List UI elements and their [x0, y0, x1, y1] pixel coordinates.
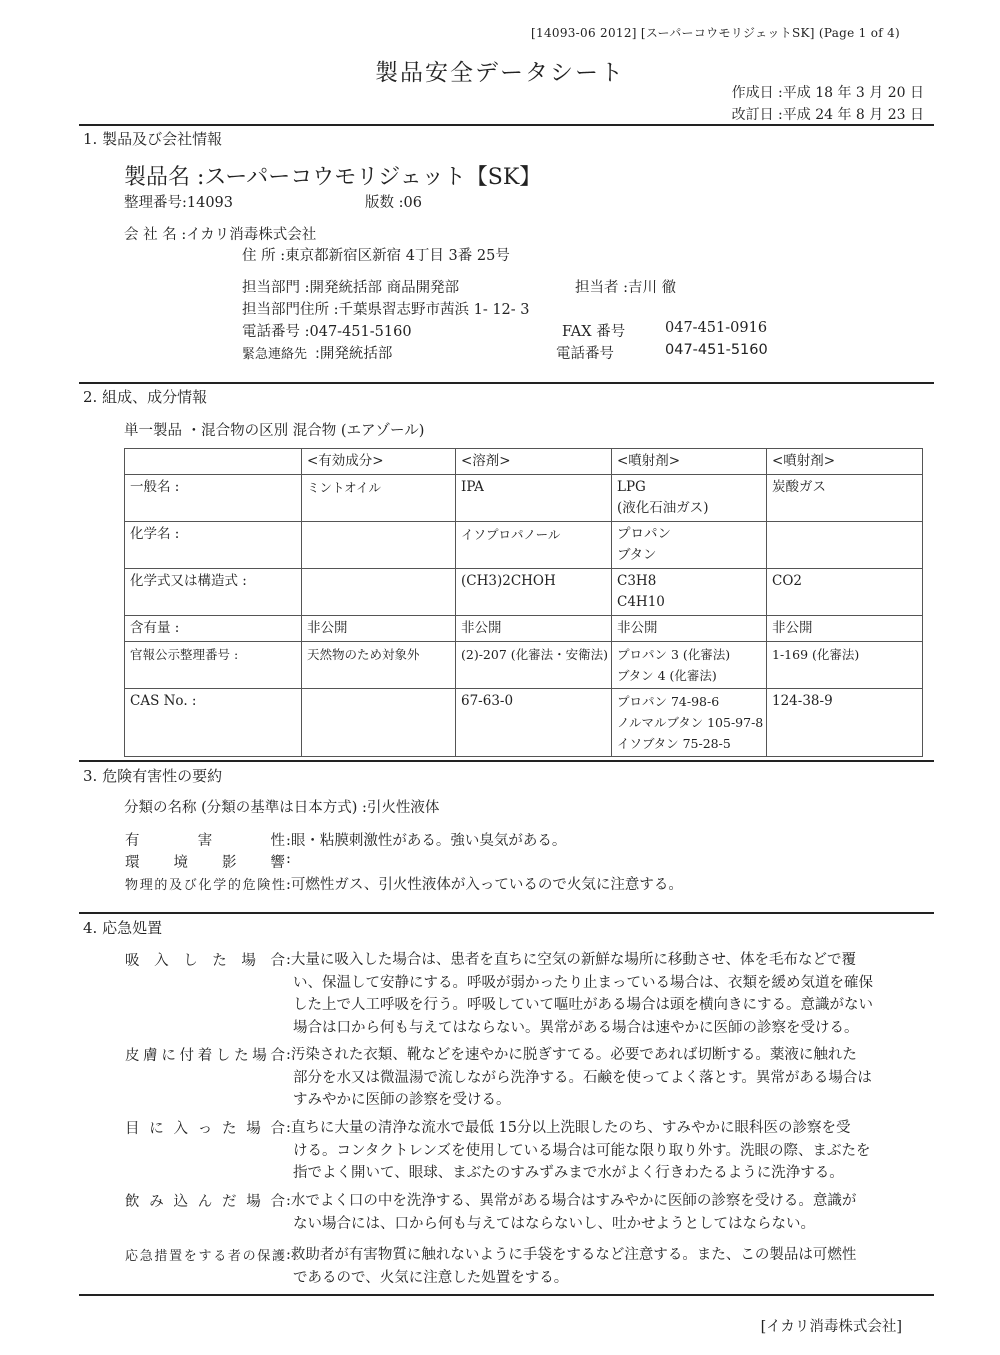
first-aid-ingestion-label: 飲み込んだ場合: [125, 1194, 285, 1210]
department-address: 担当部門住所 :千葉県習志野市茜浜 1- 12- 3: [242, 302, 530, 318]
row-label: 一般名 :: [125, 475, 302, 522]
section-divider: [79, 382, 934, 384]
table-cell: 67-63-0: [456, 689, 612, 757]
emergency-phone-label: 電話番号: [556, 346, 614, 362]
table-cell: ミントオイル: [302, 475, 456, 522]
text-line: :直ちに大量の清浄な流水で最低 15分以上洗眼したのち、すみやかに眼科医の診察を受: [286, 1120, 851, 1136]
table-cell: [302, 689, 456, 757]
text-line: すみやかに医師の診察を受ける。: [293, 1092, 511, 1108]
first-aid-inhalation-label: 吸入した場合: [125, 953, 285, 969]
table-cell: [612, 522, 767, 569]
table-row: [125, 569, 923, 616]
cell-line: ブタン 4 (化審法): [617, 668, 717, 683]
table-cell: [612, 475, 767, 522]
table-cell: 天然物のため対象外: [302, 642, 456, 689]
text-line: した上で人工呼吸を行う。呼吸していて嘔吐がある場合は頭を横向きにする。意識がない: [293, 997, 873, 1013]
table-row: [125, 475, 923, 522]
text-line: :汚染された衣類、靴などを速やかに脱ぎすてる。必要であれば切断する。薬液に触れた: [286, 1047, 857, 1063]
section1-heading: 1. 製品及び会社情報: [83, 130, 223, 148]
reference-number: 整理番号:14093: [124, 195, 234, 211]
table-cell: [612, 569, 767, 616]
physical-hazard-text: :可燃性ガス、引火性液体が入っているので火気に注意する。: [286, 877, 683, 893]
cell-line: ノルマルブタン 105-97-8: [617, 715, 764, 730]
cell-line: プロパン 74-98-6: [617, 694, 720, 709]
row-label: CAS No. :: [125, 689, 302, 757]
first-aid-rescuer-text: [286, 1244, 856, 1289]
version-number: 版数 :06: [365, 195, 422, 211]
section-divider: [79, 124, 934, 126]
text-line: い、保温して安静にする。呼吸が弱かったり止まっている場合は、衣類を緩め気道を確保: [293, 974, 873, 991]
table-cell: [302, 522, 456, 569]
document-reference: [14093-06 2012] [スーパーコウモリジェットSK] (Page 1 of 4): [531, 26, 900, 40]
cell-line: C4H10: [617, 594, 665, 610]
text-line: 場合は口から何も与えてはならない。異常がある場合は速やかに医師の診察を受ける。: [293, 1019, 859, 1036]
table-header-cell: <噴射剤>: [767, 449, 923, 475]
product-name: 製品名 :スーパーコウモリジェット【SK】: [124, 165, 542, 190]
text-line: :水でよく口の中を洗浄する、異常がある場合はすみやかに医師の診察を受ける。意識が: [286, 1193, 857, 1209]
first-aid-ingestion-text: [286, 1190, 856, 1235]
row-label: 官報公示整理番号 :: [125, 642, 302, 689]
table-cell: 非公開: [456, 616, 612, 642]
hazard-classification: 分類の名称 (分類の基準は日本方式) :引火性液体: [124, 800, 440, 816]
table-cell: 非公開: [612, 616, 767, 642]
section-divider: [79, 912, 934, 914]
text-line: ける。コンタクトレンズを使用している場合は可能な限り取り外す。洗眼の際、まぶたを: [293, 1142, 871, 1159]
emergency-department: :開発統括部: [315, 346, 393, 362]
hazard-label: 有害性: [125, 833, 285, 849]
text-line: :大量に吸入した場合は、患者を直ちに空気の新鮮な場所に移動させ、体を毛布などで覆: [286, 952, 856, 968]
cell-line: イソブタン 75-28-5: [617, 736, 731, 751]
row-label: 含有量 :: [125, 616, 302, 642]
text-line: :救助者が有害物質に触れないように手袋をするなど注意する。また、この製品は可燃性: [286, 1247, 857, 1263]
table-row: [125, 616, 923, 642]
environment-label: 環境影響: [125, 855, 285, 871]
table-cell: [612, 642, 767, 689]
department: 担当部門 :開発統括部 商品開発部: [242, 280, 460, 296]
table-header-cell: [125, 449, 302, 475]
table-cell: CO2: [767, 569, 923, 616]
table-row: [125, 642, 923, 689]
emergency-phone: 047-451-5160: [665, 342, 768, 358]
emergency-label: 緊急連絡先: [242, 347, 308, 362]
fax-number: 047-451-0916: [665, 320, 768, 336]
table-cell: [767, 522, 923, 569]
table-cell: イソプロパノール: [456, 522, 612, 569]
table-header-cell: <溶剤>: [456, 449, 612, 475]
table-header-cell: <噴射剤>: [612, 449, 767, 475]
company-name: 会 社 名 :イカリ消毒株式会社: [124, 227, 317, 243]
section4-heading: 4. 応急処置: [83, 919, 163, 937]
footer-company: [イカリ消毒株式会社]: [760, 1319, 902, 1335]
table-header-cell: <有効成分>: [302, 449, 456, 475]
cell-line: プロパン 3 (化審法): [617, 647, 731, 662]
table-cell: 非公開: [302, 616, 456, 642]
contact-person: 担当者 :吉川 徹: [575, 280, 677, 296]
cell-line: LPG: [617, 479, 646, 495]
section-divider: [79, 760, 934, 762]
first-aid-skin-text: [286, 1044, 872, 1112]
phone-number: 電話番号 :047-451-5160: [242, 324, 412, 340]
environment-text: :: [286, 851, 291, 867]
table-cell: (CH3)2CHOH: [456, 569, 612, 616]
revised-date: 改訂日 :平成 24 年 8 月 23 日: [731, 107, 924, 123]
cell-line: C3H8: [617, 573, 657, 589]
table-header-row: [125, 449, 923, 475]
table-row: [125, 689, 923, 757]
text-line: 部分を水又は微温湯で流しながら洗浄する。石鹸を使ってよく落とす。異常がある場合は: [293, 1069, 872, 1086]
text-line: であるので、火気に注意した処置をする。: [293, 1269, 569, 1286]
first-aid-inhalation-text: [286, 949, 873, 1039]
text-line: ない場合には、口から何も与えてはならないし、吐かせようとしてはならない。: [293, 1215, 815, 1232]
cell-line: (液化石油ガス): [617, 500, 709, 516]
physical-hazard-label: 物理的及び化学的危険性: [125, 878, 285, 893]
first-aid-eye-text: [286, 1117, 870, 1185]
table-cell: [302, 569, 456, 616]
table-cell: 炭酸ガス: [767, 475, 923, 522]
table-cell: 1-169 (化審法): [767, 642, 923, 689]
section3-heading: 3. 危険有害性の要約: [83, 767, 223, 785]
mixture-distinction: 単一製品 ・混合物の区別 混合物 (エアゾール): [124, 423, 425, 439]
first-aid-eye-label: 目に入った場合: [125, 1121, 285, 1137]
first-aid-rescuer-label: 応急措置をする者の保護: [125, 1249, 285, 1264]
table-cell: [612, 689, 767, 757]
cell-line: プロパン: [617, 526, 671, 542]
company-address: 住 所 :東京都新宿区新宿 4丁目 3番 25号: [242, 248, 510, 264]
section2-heading: 2. 組成、成分情報: [83, 388, 208, 406]
hazard-text: :眼・粘膜刺激性がある。強い臭気がある。: [286, 833, 567, 849]
table-cell: 124-38-9: [767, 689, 923, 757]
text-line: 指でよく開いて、眼球、まぶたのすみずみまで水がよく行きわたるように洗浄する。: [293, 1165, 844, 1181]
section-divider: [79, 1294, 934, 1296]
composition-table: [124, 448, 923, 757]
page-title: 製品安全データシート: [375, 60, 625, 86]
first-aid-skin-label: 皮膚に付着した場合: [125, 1048, 285, 1064]
fax-label: FAX 番号: [562, 324, 626, 340]
created-date: 作成日 :平成 18 年 3 月 20 日: [731, 85, 924, 101]
table-row: [125, 522, 923, 569]
row-label: 化学名 :: [125, 522, 302, 569]
row-label: 化学式又は構造式 :: [125, 569, 302, 616]
table-cell: IPA: [456, 475, 612, 522]
table-cell: 非公開: [767, 616, 923, 642]
table-cell: (2)-207 (化審法・安衛法): [456, 642, 612, 689]
cell-line: ブタン: [617, 547, 657, 563]
